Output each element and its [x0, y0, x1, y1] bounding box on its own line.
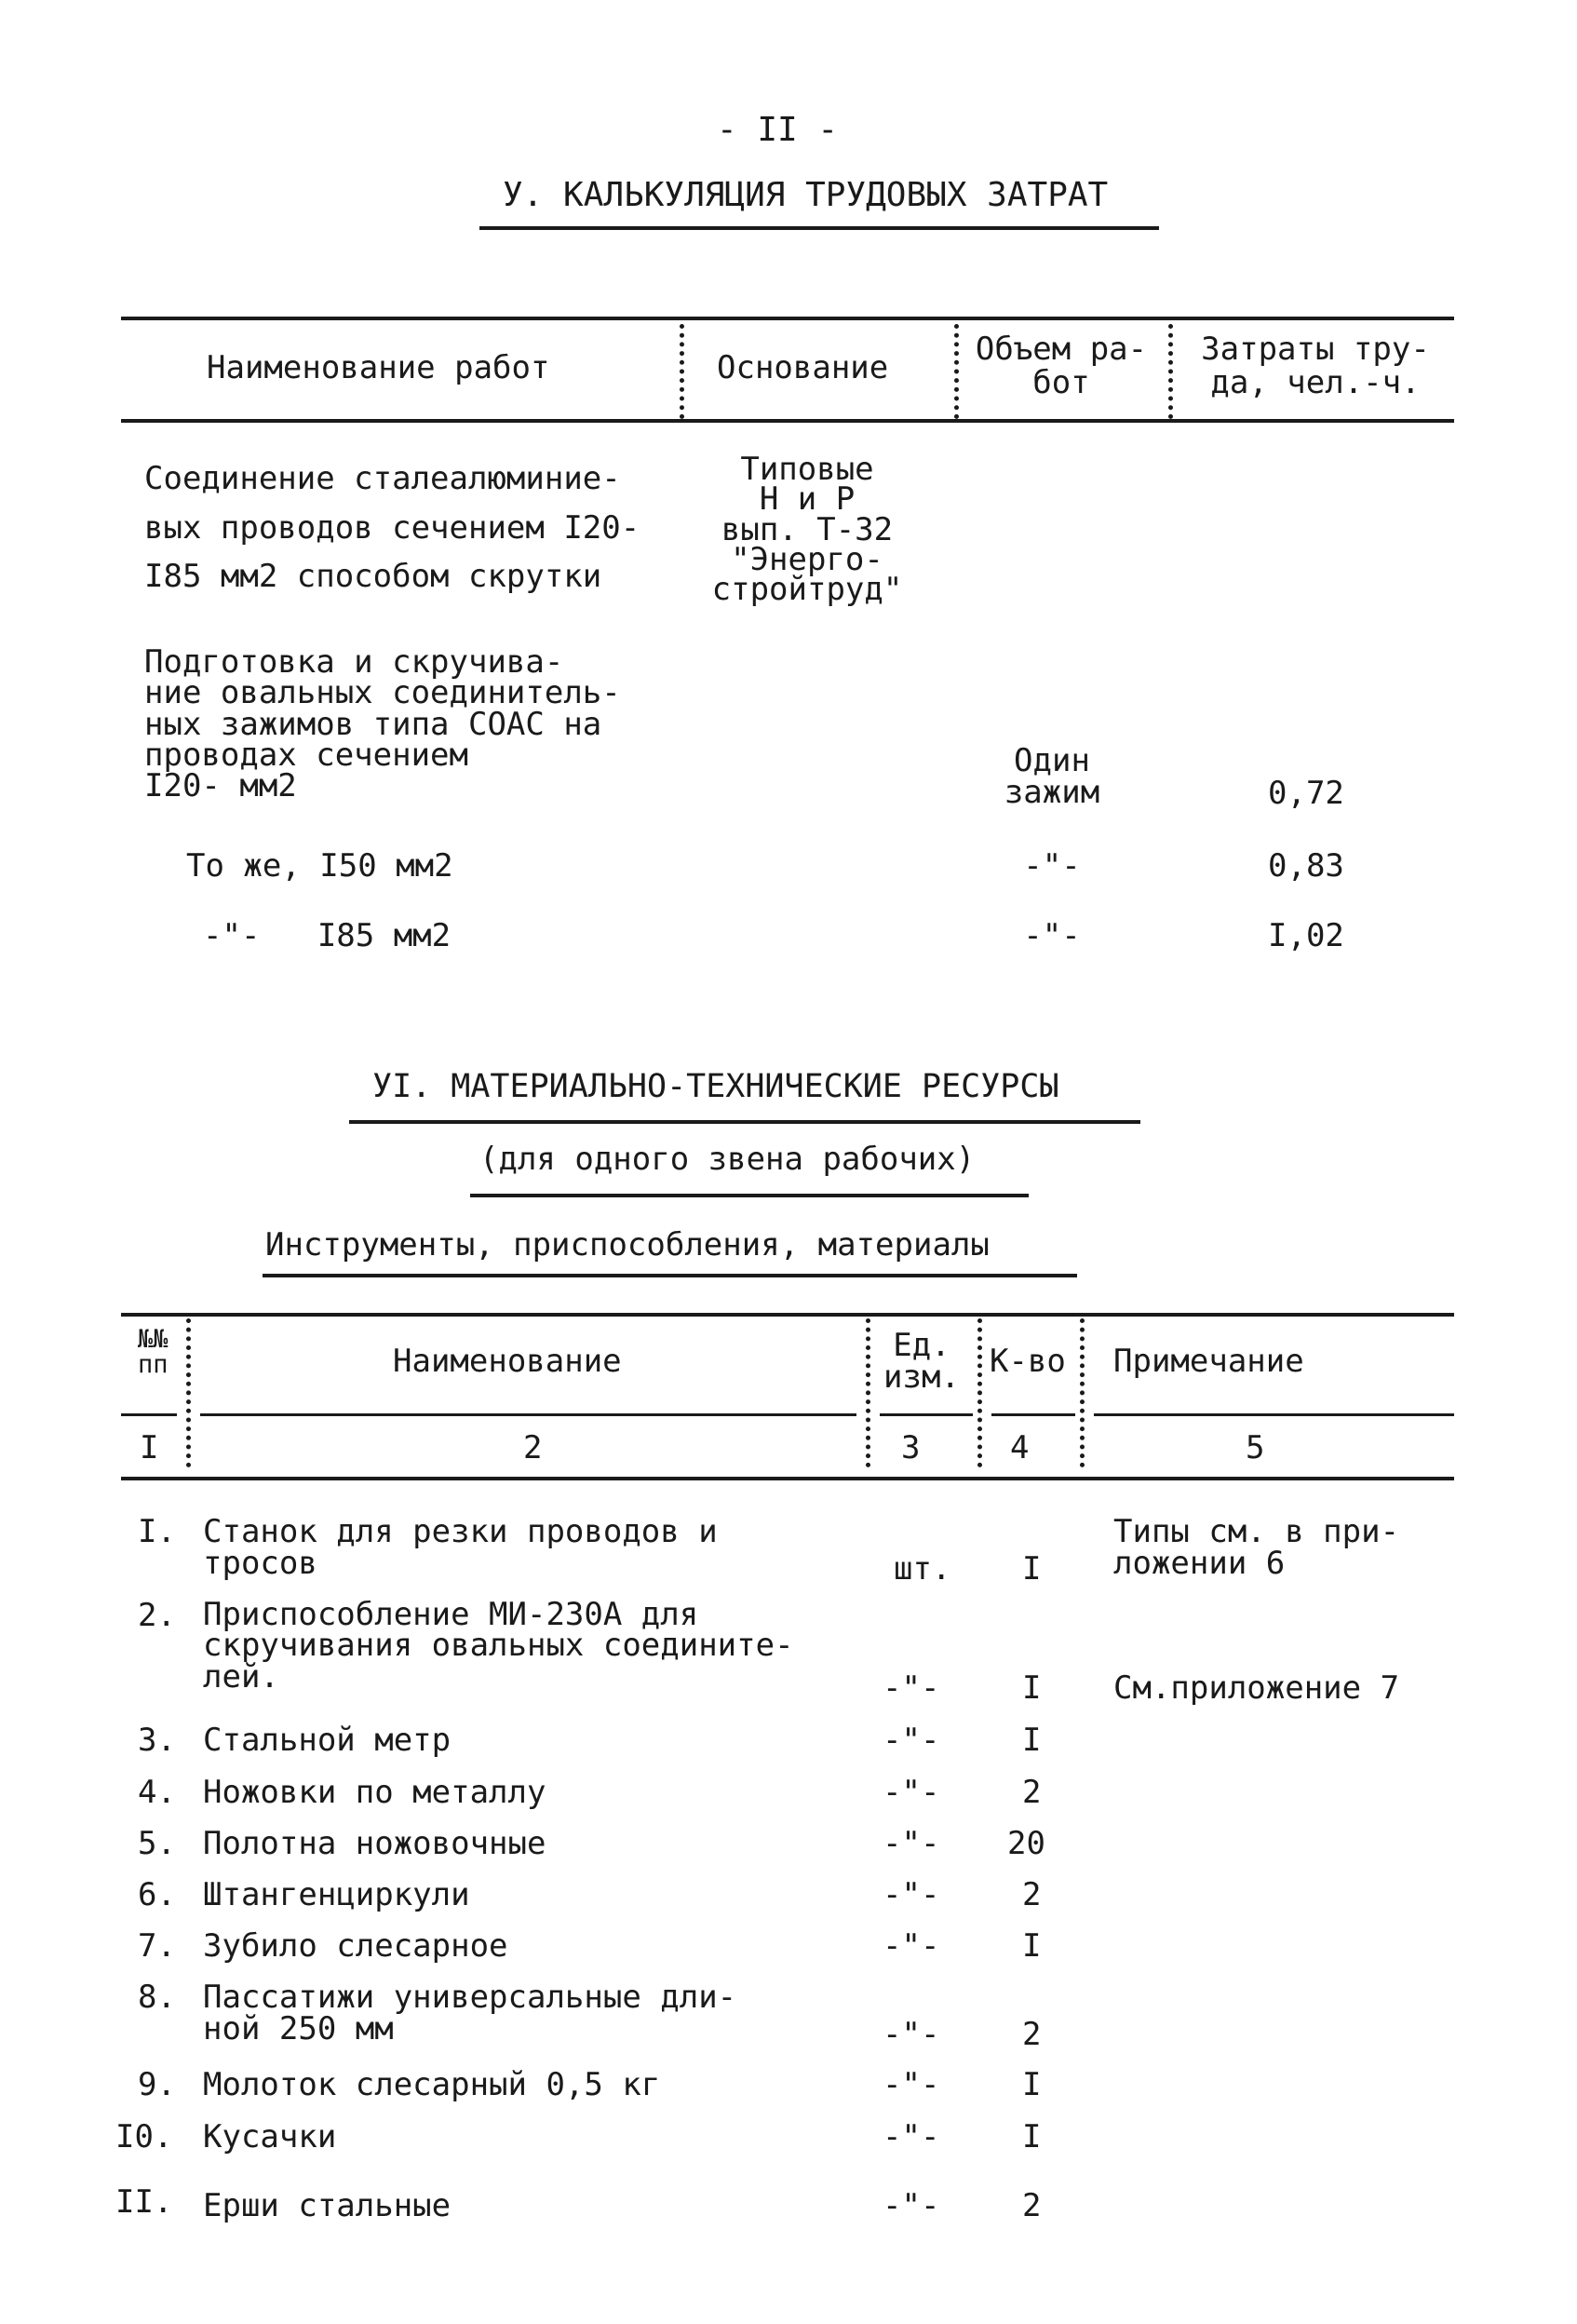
resources-colnum-2: 2 [523, 1429, 543, 1466]
resources-item-1-name: Станок для резки проводов и тросов [203, 1513, 718, 1582]
labor-header-basis: Основание [717, 349, 889, 386]
section5-title: У. КАЛЬКУЛЯЦИЯ ТРУДОВЫХ ЗАТРАТ [503, 176, 1109, 214]
resources-header-qty: К-во [990, 1343, 1066, 1380]
resources-item-2-num: 2. [138, 1597, 176, 1634]
resources-header-note: Примечание [1113, 1343, 1304, 1380]
resources-colnum-4: 4 [1010, 1429, 1030, 1466]
resources-header-mid-rule-2 [880, 1413, 973, 1416]
resources-colnum-3: 3 [901, 1429, 921, 1466]
labor-header-sep-2 [954, 324, 959, 419]
resources-header-sep-1 [186, 1318, 191, 1467]
resources-item-2-qty: I [1022, 1669, 1042, 1707]
resources-item-8-num: 8. [138, 1979, 176, 2016]
labor-table-top-rule [121, 317, 1454, 320]
resources-item-3-qty: I [1022, 1722, 1042, 1759]
resources-item-9-name: Молоток слесарный 0,5 кг [203, 2066, 661, 2103]
resources-item-10-unit: -"- [883, 2118, 940, 2155]
resources-header-name: Наименование [393, 1343, 622, 1380]
labor-row-2-volume: -"- [1023, 847, 1081, 885]
resources-item-1-num: I. [138, 1513, 176, 1550]
page-number: - II - [717, 111, 839, 149]
resources-item-7-name: Зубило слесарное [203, 1927, 508, 1965]
resources-item-9-unit: -"- [883, 2066, 940, 2103]
labor-header-sep-3 [1168, 324, 1173, 419]
resources-item-11-qty: 2 [1022, 2187, 1042, 2224]
resources-item-6-unit: -"- [883, 1876, 940, 1913]
resources-header-mid-rule [200, 1413, 856, 1416]
resources-item-7-num: 7. [138, 1927, 176, 1965]
resources-item-4-qty: 2 [1022, 1774, 1042, 1811]
resources-item-2-note: См.приложение 7 [1113, 1669, 1400, 1707]
resources-item-9-num: 9. [138, 2066, 176, 2103]
resources-item-9-qty: I [1022, 2066, 1042, 2103]
section6-subtitle: (для одного звена рабочих) [479, 1141, 976, 1178]
resources-item-10-qty: I [1022, 2118, 1042, 2155]
resources-item-10-num: I0. [115, 2118, 173, 2155]
resources-colnum-1: I [140, 1429, 159, 1466]
resources-item-3-unit: -"- [883, 1722, 940, 1759]
resources-header-sep-4 [1080, 1318, 1085, 1467]
labor-row-2-name: То же, I50 мм2 [186, 847, 453, 885]
labor-row-3-labor: I,02 [1268, 917, 1344, 954]
resources-item-6-num: 6. [138, 1876, 176, 1913]
labor-row-3-name: -"- I85 мм2 [203, 917, 452, 954]
resources-item-6-qty: 2 [1022, 1876, 1042, 1913]
section5-title-underline [479, 226, 1159, 230]
resources-header-bottom-rule [121, 1477, 1454, 1480]
resources-item-3-name: Стальной метр [203, 1722, 452, 1759]
labor-header-sep-1 [680, 324, 684, 419]
labor-row-1-labor: 0,72 [1268, 775, 1344, 812]
resources-item-5-name: Полотна ножовочные [203, 1825, 546, 1862]
resources-item-7-qty: I [1022, 1927, 1042, 1965]
resources-header-sep-3 [977, 1318, 982, 1467]
resources-item-2-name: Приспособление МИ-230А для скручивания овальных соедините- лей. [203, 1596, 794, 1696]
section6-subtitle-underline [470, 1194, 1029, 1197]
resources-item-4-num: 4. [138, 1774, 176, 1811]
resources-header-unit: Ед. изм. [883, 1327, 960, 1396]
resources-item-3-num: 3. [138, 1722, 176, 1759]
resources-item-5-num: 5. [138, 1825, 176, 1862]
resources-header-mid-rule-3 [991, 1413, 1075, 1416]
resources-item-8-name: Пассатижи универсальные дли- ной 250 мм [203, 1979, 737, 2047]
section6-subheading-underline [263, 1274, 1077, 1277]
resources-item-8-qty: 2 [1022, 2016, 1042, 2053]
resources-header-mid-rule-4 [1094, 1413, 1454, 1416]
resources-item-1-unit: шт. [894, 1550, 951, 1588]
resources-item-1-qty: I [1022, 1550, 1042, 1588]
labor-header-name: Наименование работ [207, 349, 550, 386]
resources-item-2-unit: -"- [883, 1669, 940, 1707]
resources-item-5-unit: -"- [883, 1825, 940, 1862]
labor-row-1-name: Подготовка и скручива- ние овальных соединитель- ных зажимов типа СОАС на проводах сечением I20- мм2 [144, 643, 621, 805]
labor-row-2-labor: 0,83 [1268, 847, 1344, 885]
resources-item-10-name: Кусачки [203, 2118, 337, 2155]
section6-subheading: Инструменты, приспособления, материалы [265, 1226, 990, 1263]
labor-group-name: Соединение сталеалюминие- вых проводов сечением I20- I85 мм2 способом скрутки [144, 460, 640, 596]
labor-table-header-rule [121, 419, 1454, 423]
section6-title-underline [349, 1120, 1140, 1124]
section6-title: УI. МАТЕРИАЛЬНО-ТЕХНИЧЕСКИЕ РЕСУРСЫ [372, 1068, 1059, 1105]
resources-item-11-num: II. [115, 2183, 173, 2221]
resources-item-4-unit: -"- [883, 1774, 940, 1811]
resources-item-6-name: Штангенциркули [203, 1876, 470, 1913]
resources-header-num: №№ пп [138, 1325, 168, 1379]
resources-item-4-name: Ножовки по металлу [203, 1774, 546, 1811]
resources-item-1-note: Типы см. в при- ложении 6 [1113, 1513, 1400, 1582]
resources-colnum-5: 5 [1246, 1429, 1265, 1466]
labor-row-1-volume: Один зажим [1004, 742, 1100, 811]
labor-header-labor: Затраты тру- да, чел.-ч. [1201, 331, 1430, 401]
labor-row-3-volume: -"- [1023, 917, 1081, 954]
resources-item-11-unit: -"- [883, 2187, 940, 2224]
resources-item-5-qty: 20 [1007, 1825, 1045, 1862]
resources-table-top-rule [121, 1313, 1454, 1317]
resources-header-mid-rule-left [121, 1413, 177, 1416]
resources-item-8-unit: -"- [883, 2016, 940, 2053]
labor-group-basis: Типовые Н и Р вып. Т-32 "Энерго- стройтруд" [711, 451, 903, 609]
resources-item-11-name: Ерши стальные [203, 2187, 452, 2224]
resources-item-7-unit: -"- [883, 1927, 940, 1965]
labor-header-volume: Объем ра- бот [975, 331, 1148, 401]
